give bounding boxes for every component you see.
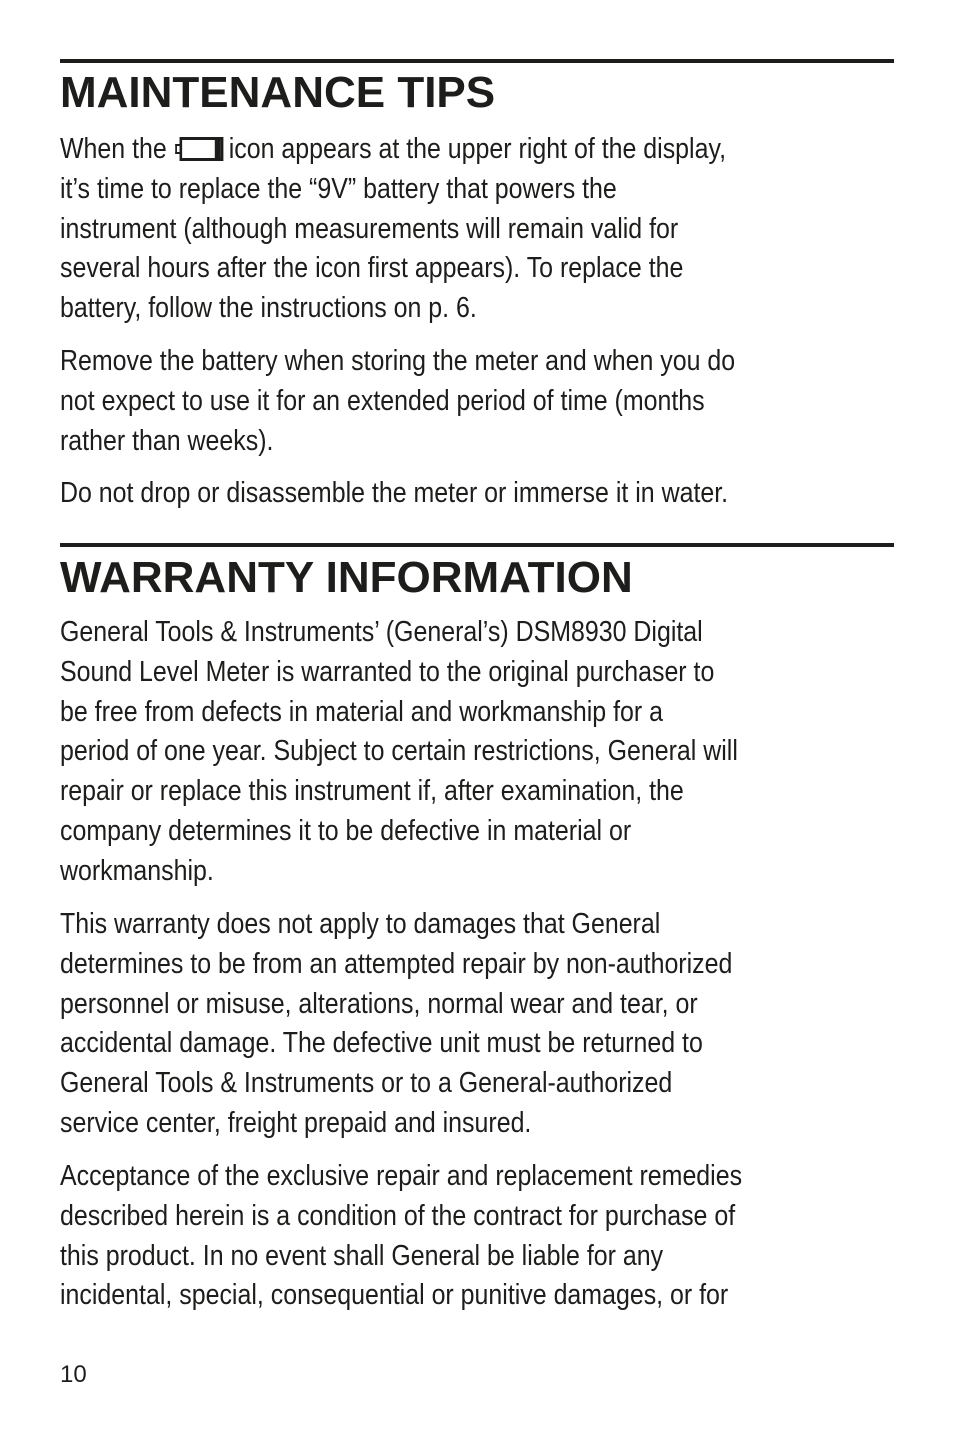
text-line: instrument (although measurements will remain valid for	[60, 212, 679, 245]
text-line: Do not drop or disassemble the meter or immerse it in water.	[60, 477, 729, 509]
maintenance-heading: MAINTENANCE TIPS	[60, 68, 496, 117]
text-line: determines to be from an attempted repair by non-authorized	[60, 947, 733, 980]
warranty-paragraph-3	[60, 1157, 899, 1316]
text-line: This warranty does not apply to damages that General	[60, 908, 661, 940]
top-divider	[60, 59, 894, 63]
text-line: several hours after the icon first appears). To replace the	[60, 252, 684, 285]
warranty-paragraph-1	[60, 613, 899, 892]
text-line: be free from defects in material and workmanship for a	[60, 695, 663, 728]
page-number: 10	[60, 1361, 87, 1388]
warranty-paragraph-2	[60, 905, 899, 1144]
text-line: Remove the battery when storing the meter and when you do	[60, 345, 736, 377]
text-line: workmanship.	[60, 854, 214, 887]
text-line: this product. In no event shall General be liable for any	[60, 1239, 664, 1272]
maintenance-paragraph-2	[60, 342, 899, 461]
text-span: icon appears at the upper right of the display,	[228, 133, 727, 165]
text-line: rather than weeks).	[60, 424, 274, 457]
text-line: General Tools & Instruments’ (General’s) DSM8930 Digital	[60, 616, 703, 648]
text-line: incidental, special, consequential or punitive damages, or for	[60, 1279, 729, 1312]
text-line: described herein is a condition of the contract for purchase of	[60, 1199, 736, 1232]
text-line: personnel or misuse, alterations, normal wear and tear, or	[60, 987, 698, 1020]
text-line: General Tools & Instruments or to a General-authorized	[60, 1067, 673, 1100]
warranty-heading: WARRANTY INFORMATION	[60, 553, 633, 602]
text-line: battery, follow the instructions on p. 6.	[60, 292, 477, 325]
maintenance-paragraph-1	[60, 130, 899, 329]
text-line: repair or replace this instrument if, after examination, the	[60, 775, 684, 808]
text-line: Acceptance of the exclusive repair and replacement remedies	[60, 1160, 743, 1192]
text-line: service center, freight prepaid and insured.	[60, 1106, 532, 1139]
text-line	[60, 130, 899, 170]
text-line: period of one year. Subject to certain restrictions, General will	[60, 735, 738, 768]
text-line: not expect to use it for an extended period of time (months	[60, 384, 705, 417]
text-line: Sound Level Meter is warranted to the original purchaser to	[60, 655, 715, 688]
text-line: accidental damage. The defective unit must be returned to	[60, 1027, 703, 1060]
text-span: When the	[60, 133, 167, 165]
text-line: it’s time to replace the “9V” battery that powers the	[60, 172, 617, 205]
low-battery-icon	[175, 135, 223, 161]
section-divider	[60, 543, 894, 547]
maintenance-paragraph-3	[60, 474, 899, 514]
text-line: company determines it to be defective in material or	[60, 814, 632, 847]
